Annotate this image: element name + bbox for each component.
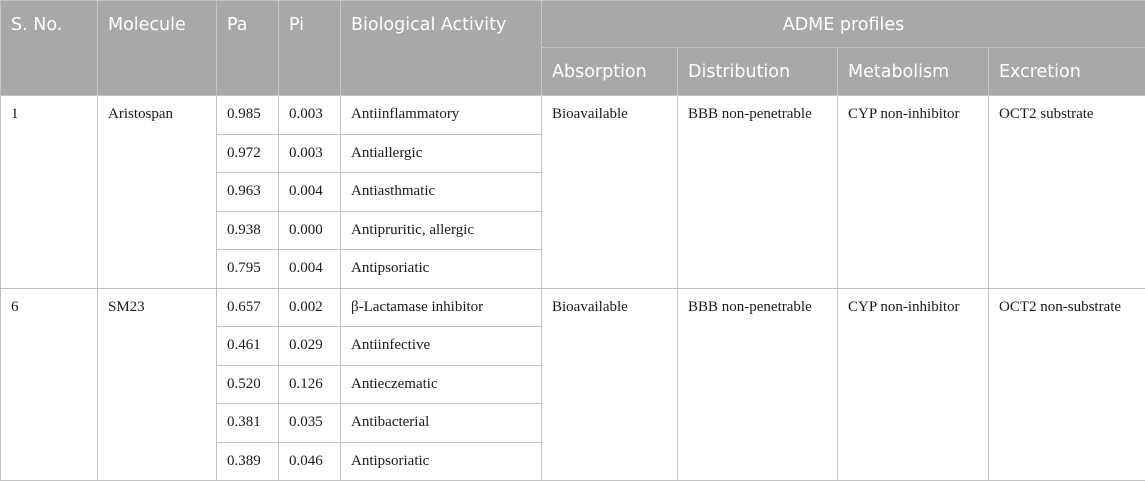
header-adme-profiles: ADME profiles <box>542 1 1145 48</box>
cell-activity: Antipsoriatic <box>341 442 542 481</box>
cell-distribution: BBB non-penetrable <box>678 288 838 481</box>
table-header <box>1 1 1145 96</box>
cell-activity: Antiallergic <box>341 134 542 173</box>
table-row <box>1 96 1145 135</box>
cell-activity: Antibacterial <box>341 404 542 443</box>
cell-excretion: OCT2 substrate <box>989 96 1145 289</box>
cell-pi: 0.046 <box>279 442 341 481</box>
header-pa: Pa <box>217 1 279 96</box>
cell-pi: 0.003 <box>279 134 341 173</box>
header-excretion: Excretion <box>989 48 1145 96</box>
cell-activity: Antipruritic, allergic <box>341 211 542 250</box>
cell-activity: Antiinfective <box>341 327 542 366</box>
header-distribution: Distribution <box>678 48 838 96</box>
cell-absorption: Bioavailable <box>542 288 678 481</box>
cell-activity: Antieczematic <box>341 365 542 404</box>
cell-pi: 0.002 <box>279 288 341 327</box>
cell-pi: 0.003 <box>279 96 341 135</box>
cell-sno: 1 <box>1 96 98 289</box>
cell-pi: 0.029 <box>279 327 341 366</box>
cell-activity: β-Lactamase inhibitor <box>341 288 542 327</box>
cell-excretion: OCT2 non-substrate <box>989 288 1145 481</box>
cell-molecule: Aristospan <box>98 96 217 289</box>
cell-distribution: BBB non-penetrable <box>678 96 838 289</box>
cell-pa: 0.657 <box>217 288 279 327</box>
cell-pa: 0.389 <box>217 442 279 481</box>
cell-activity: Antiasthmatic <box>341 173 542 212</box>
cell-activity: Antiinflammatory <box>341 96 542 135</box>
cell-pi: 0.126 <box>279 365 341 404</box>
cell-absorption: Bioavailable <box>542 96 678 289</box>
cell-pa: 0.985 <box>217 96 279 135</box>
cell-pa: 0.461 <box>217 327 279 366</box>
header-sno: S. No. <box>1 1 98 96</box>
cell-pa: 0.963 <box>217 173 279 212</box>
header-biological-activity: Biological Activity <box>341 1 542 96</box>
cell-metabolism: CYP non-inhibitor <box>838 96 989 289</box>
cell-pa: 0.972 <box>217 134 279 173</box>
cell-pi: 0.004 <box>279 250 341 289</box>
cell-molecule: SM23 <box>98 288 217 481</box>
table-row <box>1 288 1145 327</box>
cell-pa: 0.795 <box>217 250 279 289</box>
header-molecule: Molecule <box>98 1 217 96</box>
cell-activity: Antipsoriatic <box>341 250 542 289</box>
cell-pi: 0.000 <box>279 211 341 250</box>
header-absorption: Absorption <box>542 48 678 96</box>
cell-pi: 0.035 <box>279 404 341 443</box>
cell-pa: 0.938 <box>217 211 279 250</box>
header-metabolism: Metabolism <box>838 48 989 96</box>
cell-sno: 6 <box>1 288 98 481</box>
cell-pa: 0.381 <box>217 404 279 443</box>
table-body <box>1 96 1145 481</box>
header-pi: Pi <box>279 1 341 96</box>
cell-metabolism: CYP non-inhibitor <box>838 288 989 481</box>
cell-pi: 0.004 <box>279 173 341 212</box>
cell-pa: 0.520 <box>217 365 279 404</box>
